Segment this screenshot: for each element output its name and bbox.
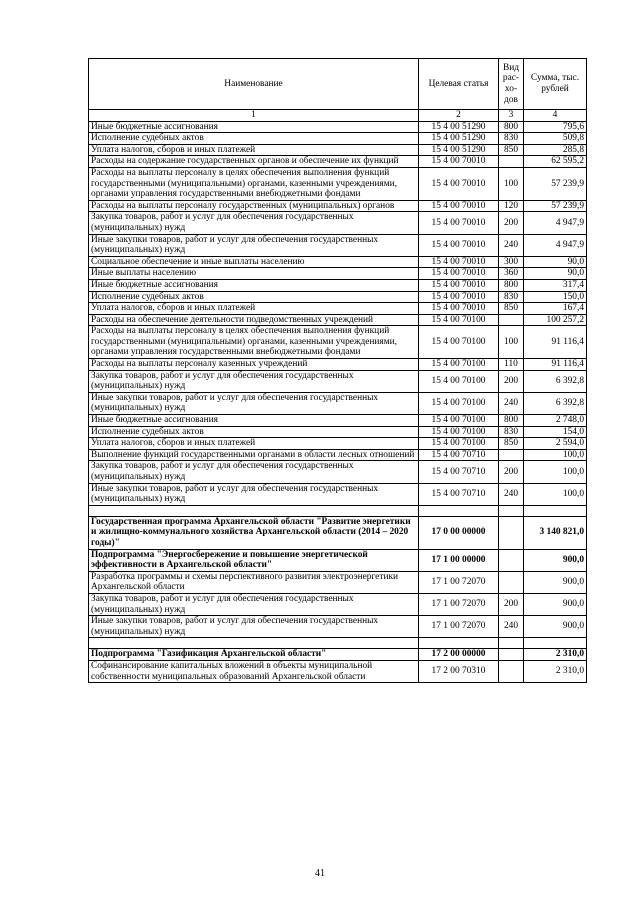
row-sum: 57 239,9 (524, 200, 587, 212)
row-expense-type: 240 (499, 483, 524, 505)
budget-table (88, 58, 587, 683)
row-sum: 3 140 821,0 (524, 516, 587, 549)
row-target-article: 15 4 00 70100 (419, 392, 499, 414)
table-row (89, 144, 587, 156)
row-sum: 795,6 (524, 121, 587, 133)
row-sum: 900,0 (524, 549, 587, 571)
table-row (89, 256, 587, 268)
row-sum: 91 116,4 (524, 359, 587, 371)
row-name: Иные бюджетные ассигнования (89, 415, 419, 427)
row-expense-type (499, 314, 524, 326)
row-name: Закупка товаров, работ и услуг для обеспечения государственных (муниципальных) нужд (89, 212, 419, 234)
table-row (89, 291, 587, 303)
row-target-article: 15 4 00 70010 (419, 212, 499, 234)
row-sum: 2 594,0 (524, 438, 587, 450)
row-expense-type: 200 (499, 212, 524, 234)
row-sum: 62 595,2 (524, 156, 587, 168)
row-name: Иные закупки товаров, работ и услуг для обеспечения государственных (муниципальных) нужд (89, 234, 419, 256)
table-row (89, 449, 587, 461)
row-target-article: 17 2 00 70310 (419, 660, 499, 682)
table-row (89, 314, 587, 326)
column-number: 3 (499, 110, 524, 122)
row-expense-type: 850 (499, 303, 524, 315)
row-name: Расходы на выплаты персоналу в целях обеспечения выполнения функций государственными (муниципальными) органами, казенными учреждениями, органами управления государственными внебюджетными фондами (89, 167, 419, 200)
table-row (89, 370, 587, 392)
row-target-article: 15 4 00 70010 (419, 234, 499, 256)
table-row (89, 571, 587, 593)
row-sum: 100,0 (524, 483, 587, 505)
row-expense-type: 850 (499, 144, 524, 156)
table-row (89, 415, 587, 427)
row-sum: 6 392,8 (524, 370, 587, 392)
row-sum: 900,0 (524, 616, 587, 638)
row-expense-type (499, 649, 524, 661)
table-row (89, 616, 587, 638)
row-name: Закупка товаров, работ и услуг для обеспечения государственных (муниципальных) нужд (89, 461, 419, 483)
row-sum: 317,4 (524, 279, 587, 291)
row-expense-type (499, 638, 524, 649)
row-target-article: 15 4 00 70100 (419, 426, 499, 438)
row-expense-type: 200 (499, 370, 524, 392)
header-expense-type: Вид рас-хо-дов (499, 59, 524, 110)
row-expense-type: 850 (499, 438, 524, 450)
table-header-row (89, 59, 587, 110)
row-sum: 4 947,9 (524, 212, 587, 234)
row-expense-type: 830 (499, 426, 524, 438)
row-sum: 2 748,0 (524, 415, 587, 427)
row-expense-type: 240 (499, 234, 524, 256)
table-row (89, 167, 587, 200)
row-name: Подпрограмма "Газификация Архангельской области" (89, 649, 419, 661)
row-name: Социальное обеспечение и иные выплаты населению (89, 256, 419, 268)
row-sum: 167,4 (524, 303, 587, 315)
table-row (89, 649, 587, 661)
table-row (89, 392, 587, 414)
row-name: Иные бюджетные ассигнования (89, 121, 419, 133)
blank-row (89, 638, 587, 649)
row-expense-type (499, 549, 524, 571)
row-expense-type: 100 (499, 326, 524, 359)
row-target-article: 17 2 00 00000 (419, 649, 499, 661)
row-target-article: 15 4 00 70100 (419, 438, 499, 450)
row-sum: 4 947,9 (524, 234, 587, 256)
row-name: Расходы на обеспечение деятельности подведомственных учреждений (89, 314, 419, 326)
row-sum: 900,0 (524, 571, 587, 593)
table-row (89, 516, 587, 549)
row-expense-type (499, 505, 524, 516)
row-target-article: 17 1 00 72070 (419, 616, 499, 638)
row-name: Софинансирование капитальных вложений в объекты муниципальной собственности муниципальных образований Архангельской области (89, 660, 419, 682)
row-expense-type: 110 (499, 359, 524, 371)
row-name: Расходы на выплаты персоналу в целях обеспечения выполнения функций государственными (муниципальными) органами, казенными учреждениями, органами управления государственными внебюджетными фондами (89, 326, 419, 359)
column-number: 1 (89, 110, 419, 122)
table-row (89, 279, 587, 291)
row-target-article: 15 4 00 51290 (419, 144, 499, 156)
row-target-article: 15 4 00 70010 (419, 256, 499, 268)
row-sum: 100,0 (524, 449, 587, 461)
table-row (89, 326, 587, 359)
row-name: Уплата налогов, сборов и иных платежей (89, 144, 419, 156)
table-row (89, 268, 587, 280)
row-name: Уплата налогов, сборов и иных платежей (89, 303, 419, 315)
column-number: 2 (419, 110, 499, 122)
row-sum: 509,8 (524, 133, 587, 145)
row-name: Уплата налогов, сборов и иных платежей (89, 438, 419, 450)
row-target-article: 15 4 00 70010 (419, 200, 499, 212)
row-expense-type: 800 (499, 415, 524, 427)
row-name (89, 638, 419, 649)
row-sum: 57 239,9 (524, 167, 587, 200)
row-name: Иные закупки товаров, работ и услуг для обеспечения государственных (муниципальных) нужд (89, 483, 419, 505)
header-target-article: Целевая статья (419, 59, 499, 110)
row-name: Расходы на содержание государственных органов и обеспечение их функций (89, 156, 419, 168)
row-target-article: 17 0 00 00000 (419, 516, 499, 549)
row-target-article (419, 638, 499, 649)
row-target-article: 15 4 00 51290 (419, 133, 499, 145)
row-expense-type: 830 (499, 291, 524, 303)
row-expense-type: 200 (499, 593, 524, 615)
row-sum (524, 505, 587, 516)
row-sum: 100,0 (524, 461, 587, 483)
document-page (88, 58, 586, 683)
table-row (89, 483, 587, 505)
table-row (89, 133, 587, 145)
table-row (89, 121, 587, 133)
table-row (89, 303, 587, 315)
row-target-article: 15 4 00 70710 (419, 461, 499, 483)
row-target-article: 15 4 00 70710 (419, 449, 499, 461)
row-target-article: 15 4 00 51290 (419, 121, 499, 133)
row-name: Иные закупки товаров, работ и услуг для обеспечения государственных (муниципальных) нужд (89, 392, 419, 414)
row-target-article: 17 1 00 00000 (419, 549, 499, 571)
column-number: 4 (524, 110, 587, 122)
table-body (89, 121, 587, 683)
row-expense-type: 800 (499, 121, 524, 133)
row-target-article: 15 4 00 70100 (419, 314, 499, 326)
row-sum: 90,0 (524, 256, 587, 268)
row-name (89, 505, 419, 516)
row-sum: 150,0 (524, 291, 587, 303)
table-row (89, 593, 587, 615)
row-name: Выполнение функций государственными органами в области лесных отношений (89, 449, 419, 461)
page-number: 41 (315, 868, 325, 879)
table-row (89, 212, 587, 234)
row-name: Иные выплаты населению (89, 268, 419, 280)
row-name: Разработка программы и схемы перспективного развития электроэнергетики Архангельской области (89, 571, 419, 593)
row-name: Государственная программа Архангельской области "Развитие энергетики и жилищно-коммунального хозяйства Архангельской области (2014 – 2020 годы)" (89, 516, 419, 549)
row-sum: 154,0 (524, 426, 587, 438)
table-row (89, 438, 587, 450)
row-target-article: 15 4 00 70100 (419, 415, 499, 427)
row-sum: 6 392,8 (524, 392, 587, 414)
row-target-article: 15 4 00 70100 (419, 370, 499, 392)
row-sum (524, 638, 587, 649)
table-row (89, 359, 587, 371)
row-target-article: 15 4 00 70710 (419, 483, 499, 505)
row-target-article: 15 4 00 70010 (419, 291, 499, 303)
table-row (89, 549, 587, 571)
header-sum: Сумма, тыс. рублей (524, 59, 587, 110)
row-expense-type (499, 156, 524, 168)
table-row (89, 200, 587, 212)
row-name: Иные бюджетные ассигнования (89, 279, 419, 291)
table-row (89, 461, 587, 483)
row-sum: 2 310,0 (524, 649, 587, 661)
row-target-article: 15 4 00 70010 (419, 303, 499, 315)
row-target-article: 15 4 00 70100 (419, 326, 499, 359)
row-target-article (419, 505, 499, 516)
row-sum: 2 310,0 (524, 660, 587, 682)
row-sum: 91 116,4 (524, 326, 587, 359)
table-row (89, 426, 587, 438)
header-name: Наименование (89, 59, 419, 110)
row-target-article: 15 4 00 70100 (419, 359, 499, 371)
row-target-article: 17 1 00 72070 (419, 593, 499, 615)
row-target-article: 17 1 00 72070 (419, 571, 499, 593)
table-row (89, 660, 587, 682)
row-target-article: 15 4 00 70010 (419, 279, 499, 291)
row-expense-type: 240 (499, 392, 524, 414)
row-expense-type: 830 (499, 133, 524, 145)
row-expense-type: 800 (499, 279, 524, 291)
row-sum: 285,8 (524, 144, 587, 156)
blank-row (89, 505, 587, 516)
row-expense-type (499, 660, 524, 682)
row-name: Закупка товаров, работ и услуг для обеспечения государственных (муниципальных) нужд (89, 593, 419, 615)
row-expense-type: 360 (499, 268, 524, 280)
row-expense-type (499, 516, 524, 549)
column-number-row (89, 110, 587, 122)
row-expense-type: 100 (499, 167, 524, 200)
row-expense-type: 200 (499, 461, 524, 483)
row-sum: 900,0 (524, 593, 587, 615)
row-name: Исполнение судебных актов (89, 133, 419, 145)
row-sum: 100 257,2 (524, 314, 587, 326)
row-expense-type: 120 (499, 200, 524, 212)
row-sum: 90,0 (524, 268, 587, 280)
row-name: Расходы на выплаты персоналу государственных (муниципальных) органов (89, 200, 419, 212)
row-expense-type (499, 571, 524, 593)
row-name: Закупка товаров, работ и услуг для обеспечения государственных (муниципальных) нужд (89, 370, 419, 392)
row-expense-type: 300 (499, 256, 524, 268)
row-name: Исполнение судебных актов (89, 291, 419, 303)
row-expense-type: 240 (499, 616, 524, 638)
row-target-article: 15 4 00 70010 (419, 156, 499, 168)
row-name: Подпрограмма "Энергосбережение и повышение энергетической эффективности в Архангельской области" (89, 549, 419, 571)
row-target-article: 15 4 00 70010 (419, 167, 499, 200)
row-target-article: 15 4 00 70010 (419, 268, 499, 280)
table-row (89, 156, 587, 168)
row-name: Иные закупки товаров, работ и услуг для обеспечения государственных (муниципальных) нужд (89, 616, 419, 638)
row-name: Исполнение судебных актов (89, 426, 419, 438)
table-row (89, 234, 587, 256)
row-name: Расходы на выплаты персоналу казенных учреждений (89, 359, 419, 371)
row-expense-type (499, 449, 524, 461)
